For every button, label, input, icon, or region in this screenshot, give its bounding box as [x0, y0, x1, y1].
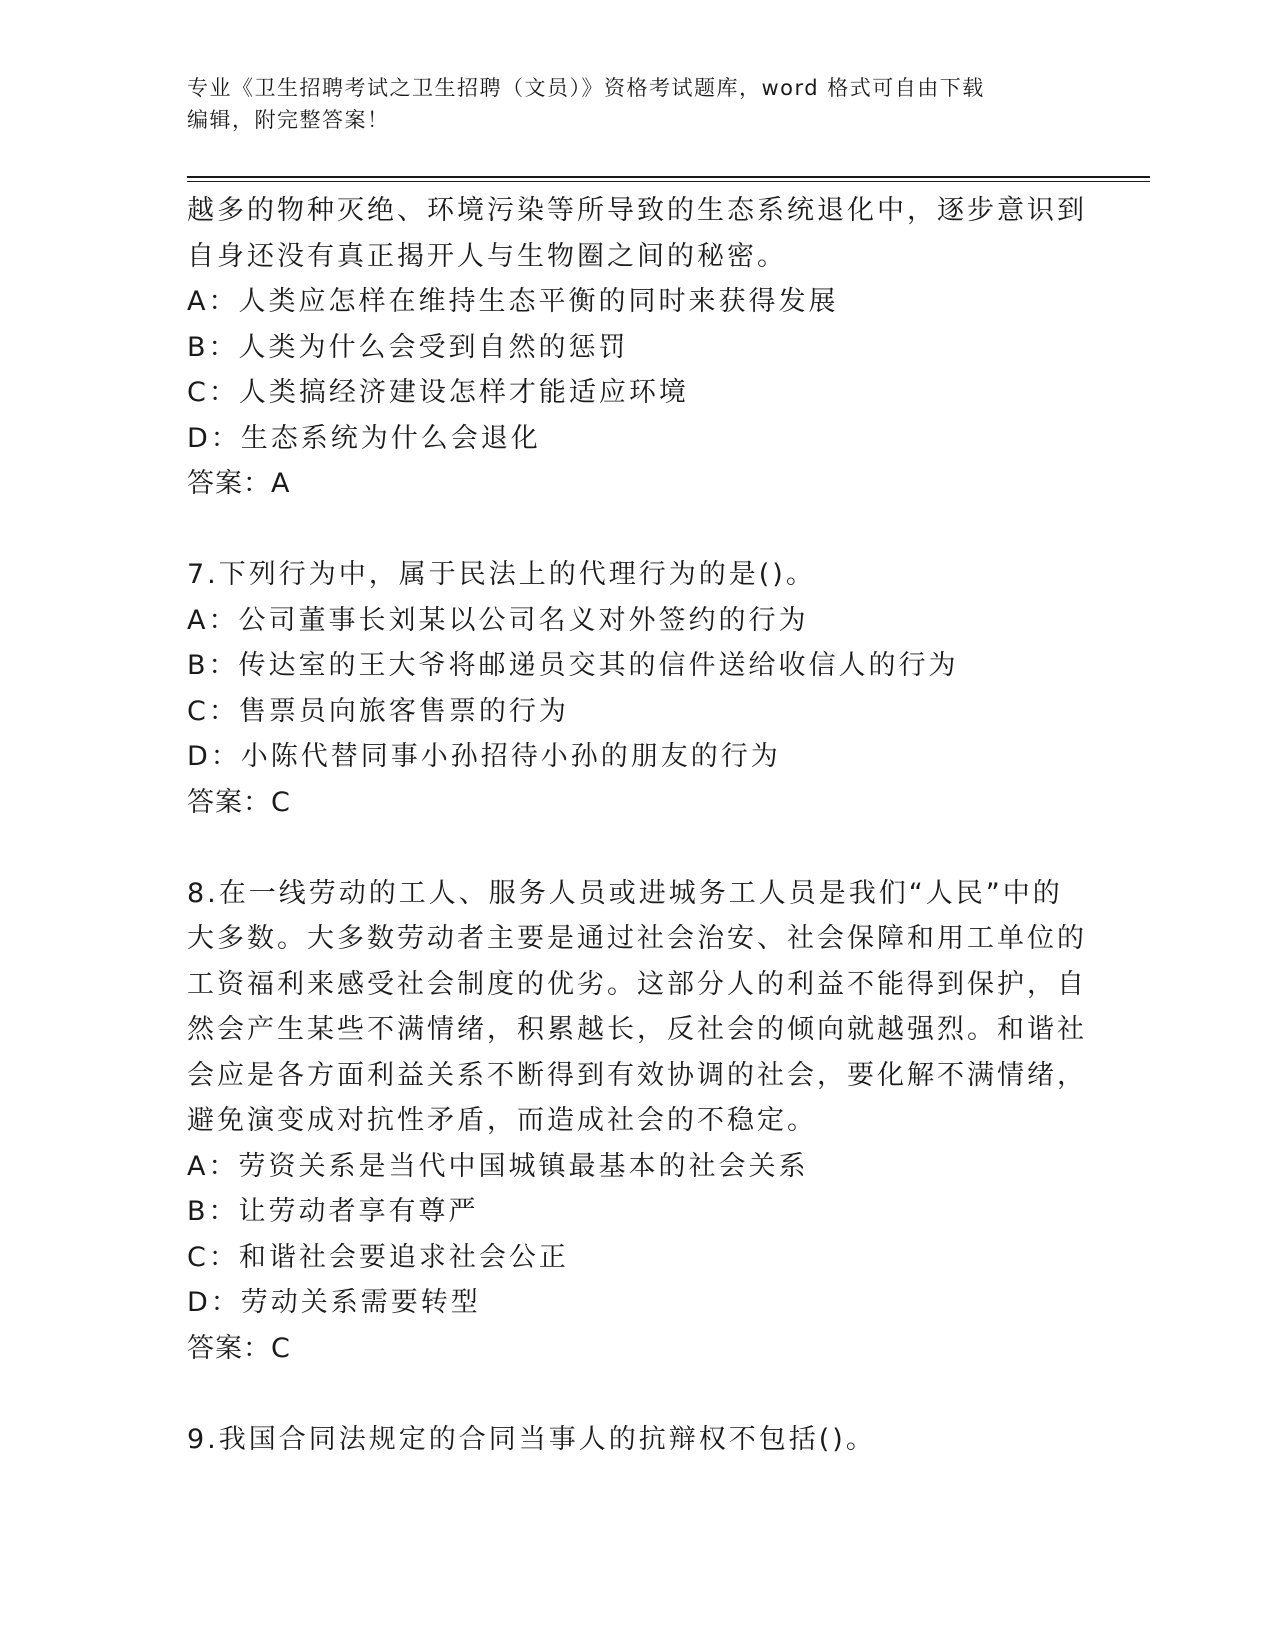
question-9: [187, 1417, 1087, 1463]
header-divider-thick: [187, 176, 1150, 178]
question-7: [187, 552, 1087, 825]
option-d: D：小陈代替同事小孙招待小孙的朋友的行为: [187, 741, 781, 772]
option-c: C：售票员向旅客售票的行为: [187, 695, 569, 727]
question-text-line: 8.在一线劳动的工人、服务人员或进城务工人员是我们“人民”中的: [187, 877, 1063, 909]
question-text-line: 大多数。大多数劳动者主要是通过社会治安、社会保障和用工单位的: [187, 923, 1087, 954]
option-c: C：和谐社会要追求社会公正: [187, 1241, 569, 1273]
question-text-line: 工资福利来感受社会制度的优劣。这部分人的利益不能得到保护，自: [187, 968, 1087, 1000]
option-b: B：让劳动者享有尊严: [187, 1196, 479, 1227]
question-6-tail: [187, 188, 1087, 507]
header-line-1: 专业《卫生招聘考试之卫生招聘（文员）》资格考试题库，word 格式可自由下载: [187, 76, 985, 100]
question-text-line: 然会产生某些不满情绪，积累越长，反社会的倾向就越强烈。和谐社: [187, 1014, 1087, 1045]
question-text-line: 会应是各方面利益关系不断得到有效协调的社会，要化解不满情绪，: [187, 1059, 1087, 1091]
option-a: A：人类应怎样在维持生态平衡的同时来获得发展: [187, 286, 839, 317]
document-header: [187, 72, 1087, 136]
question-text-line: 7.下列行为中，属于民法上的代理行为的是()。: [187, 559, 816, 590]
question-text-line: 9.我国合同法规定的合同当事人的抗辩权不包括()。: [187, 1423, 876, 1455]
answer-line: 答案：C: [187, 1332, 291, 1364]
question-text-line: 越多的物种灭绝、环境污染等所导致的生态系统退化中，逐步意识到: [187, 195, 1087, 226]
option-a: A：公司董事长刘某以公司名义对外签约的行为: [187, 604, 809, 636]
question-text-line: 自身还没有真正揭开人与生物圈之间的秘密。: [187, 240, 787, 272]
option-b: B：人类为什么会受到自然的惩罚: [187, 331, 629, 363]
answer-line: 答案：C: [187, 786, 291, 818]
option-b: B：传达室的王大爷将邮递员交其的信件送给收信人的行为: [187, 650, 959, 681]
option-d: D：生态系统为什么会退化: [187, 422, 541, 454]
option-d: D：劳动关系需要转型: [187, 1287, 481, 1318]
document-body: [187, 188, 1087, 1462]
spacer: [187, 825, 1087, 871]
option-a: A：劳资关系是当代中国城镇最基本的社会关系: [187, 1150, 809, 1182]
header-divider-thin: [187, 181, 1150, 182]
question-text-line: 避免演变成对抗性矛盾，而造成社会的不稳定。: [187, 1105, 817, 1136]
spacer: [187, 507, 1087, 553]
question-8: [187, 871, 1087, 1372]
answer-line: 答案：A: [187, 468, 291, 499]
option-c: C：人类搞经济建设怎样才能适应环境: [187, 377, 689, 408]
header-line-2: 编辑，附完整答案！: [187, 108, 390, 132]
spacer: [187, 1371, 1087, 1417]
